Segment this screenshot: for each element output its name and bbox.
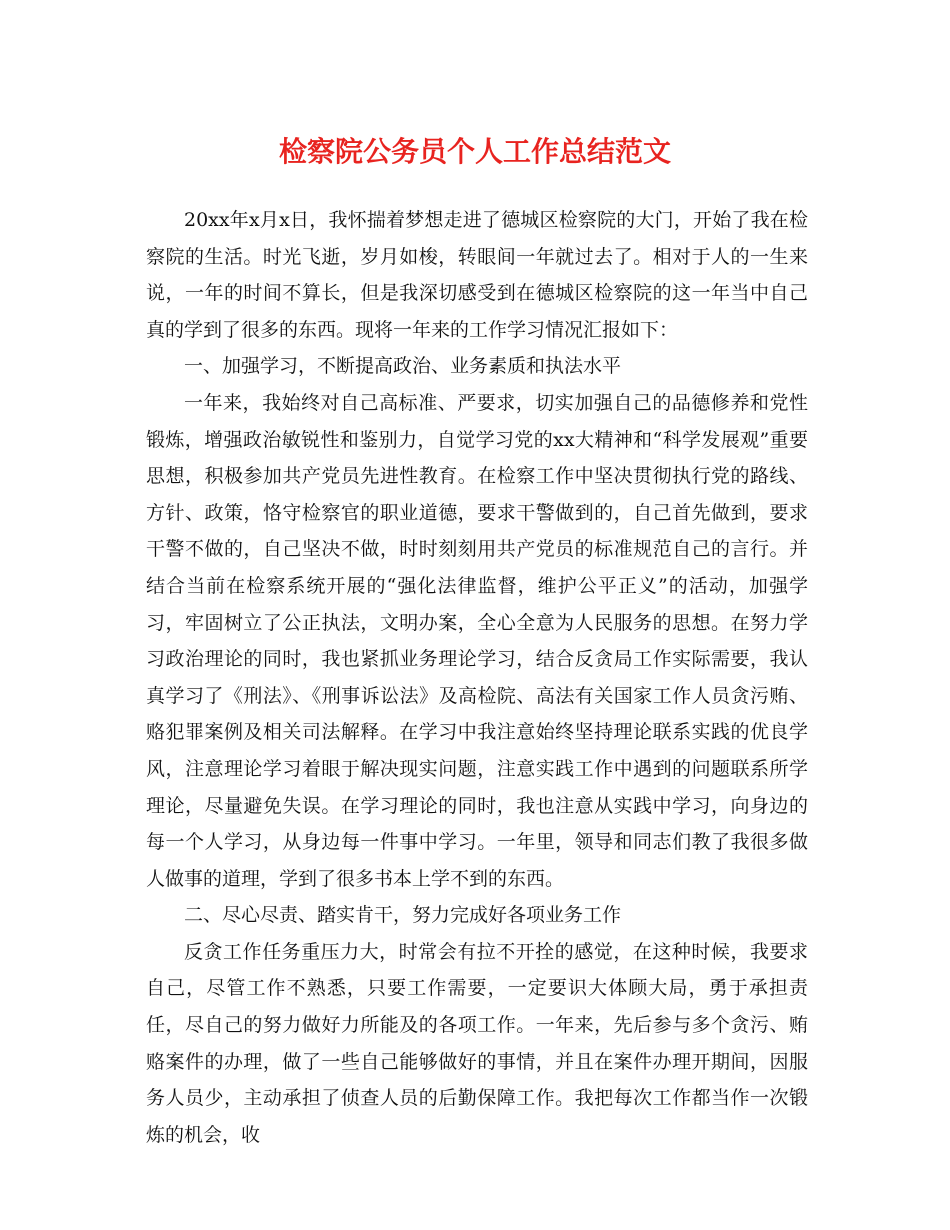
- section-heading-2: 二、尽心尽责、踏实肯干，努力完成好各项业务工作: [184, 904, 622, 927]
- section-heading-1: 一、加强学习，不断提高政治、业务素质和执法水平: [184, 355, 622, 378]
- paragraph-study: 一年来，我始终对自己高标准、严要求，切实加强自己的品德修养和党性锻炼，增强政治敏锐性和鉴别力，自觉学习党的xx大精神和“科学发展观”重要思想，积极参加共产党员先进性教育。在检察工作中坚决贯彻执行党的路线、方针、政策，恪守检察官的职业道德，要求干警做到的，自己首先做到，要求干警不做的，自己坚决不做，时时刻刻用共产党员的标准规范自己的言行。并结合当前在检察系统开展的“强化法律监督，维护公平正义”的活动，加强学习，牢固树立了公正执法，文明办案，全心全意为人民服务的思想。在努力学习政治理论的同时，我也紧抓业务理论学习，结合反贪局工作实际需要，我认真学习了《刑法》、《刑事诉讼法》及高检院、高法有关国家工作人员贪污贿、赂犯罪案例及相关司法解释。在学习中我注意始终坚持理论联系实践的优良学风，注意理论学习着眼于解决现实问题，注意实践工作中遇到的问题联系所学理论，尽量避免失误。在学习理论的同时，我也注意从实践中学习，向身边的每一个人学习，从身边每一件事中学习。一年里，领导和同志们教了我很多做人做事的道理，学到了很多书本上学不到的东西。: [146, 391, 808, 890]
- paragraph-intro: 20xx年x月x日，我怀揣着梦想走进了德城区检察院的大门，开始了我在检察院的生活。时光飞逝，岁月如梭，转眼间一年就过去了。相对于人的一生来说，一年的时间不算长，但是我深切感受到在德城区检察院的这一年当中自己真的学到了很多的东西。现将一年来的工作学习情况汇报如下：: [146, 209, 808, 341]
- document-body: [146, 202, 808, 1153]
- document-title: 检察院公务员个人工作总结范文: [278, 135, 671, 168]
- paragraph-work: 反贪工作任务重压力大，时常会有拉不开拴的感觉，在这种时候，我要求自己，尽管工作不熟悉，只要工作需要，一定要识大体顾大局，勇于承担责任，尽自己的努力做好力所能及的各项工作。一年来，先后参与多个贪污、贿赂案件的办理，做了一些自己能够做好的事情，并且在案件办理开期间，因服务人员少，主动承担了侦查人员的后勤保障工作。我把每次工作都当作一次锻炼的机会，收: [146, 940, 808, 1146]
